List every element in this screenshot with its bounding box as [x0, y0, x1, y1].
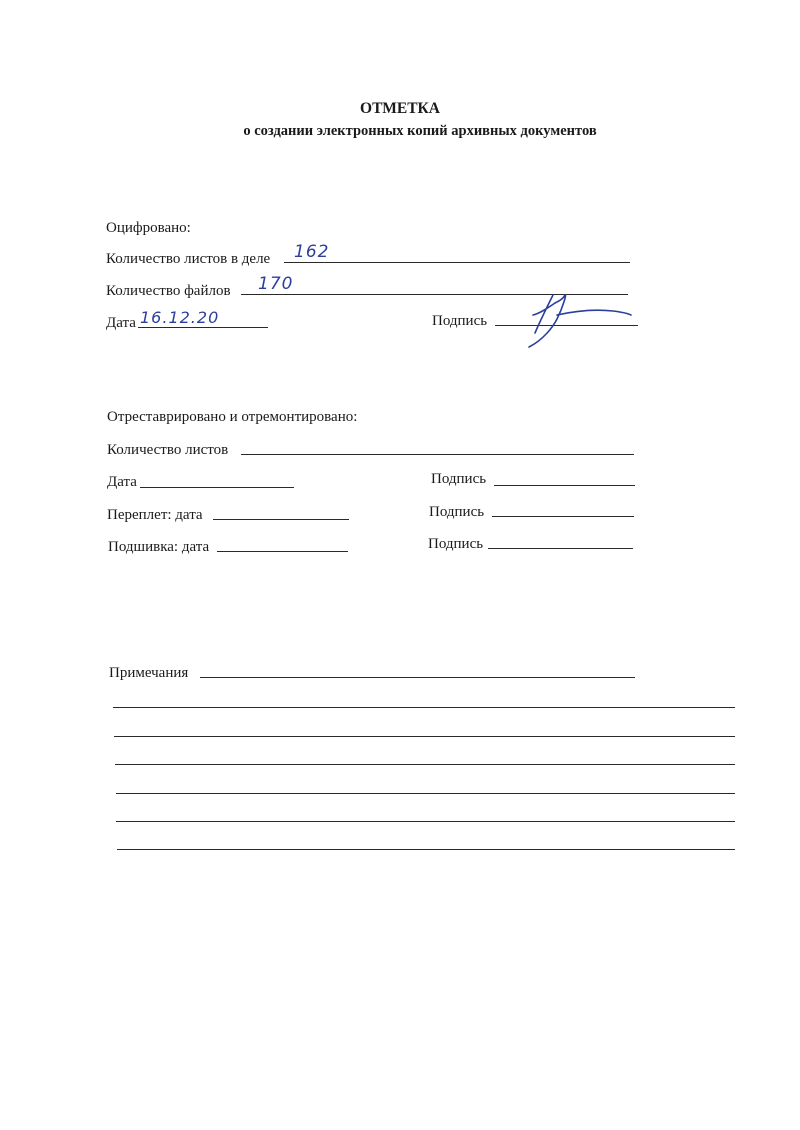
restored-signature-line — [494, 485, 635, 486]
document-title: ОТМЕТКА — [360, 100, 440, 117]
digitized-date-label: Дата — [106, 315, 136, 331]
notes-line-4 — [116, 793, 735, 794]
restored-date-label: Дата — [107, 474, 137, 490]
notes-label: Примечания — [109, 665, 189, 681]
notes-line-0 — [200, 677, 635, 678]
digitized-sheets-value: 162 — [294, 242, 330, 262]
binding-signature-label: Подпись — [429, 504, 485, 520]
restored-heading: Отреставрировано и отремонтировано: — [107, 409, 358, 425]
binding-date-label: Переплет: дата — [107, 507, 203, 523]
restored-signature-label: Подпись — [431, 471, 487, 487]
handwritten-signature-icon — [495, 285, 645, 350]
document-subtitle: о создании электронных копий архивных документов — [243, 123, 597, 139]
notes-line-6 — [117, 849, 735, 850]
digitized-files-value: 170 — [258, 274, 294, 294]
digitized-date-line — [138, 327, 268, 328]
binding-signature-line — [492, 516, 634, 517]
notes-line-1 — [113, 707, 735, 708]
digitized-heading: Оцифровано: — [106, 220, 191, 236]
stitching-date-line — [217, 551, 348, 552]
binding-date-line — [213, 519, 349, 520]
digitized-files-label: Количество файлов — [106, 283, 231, 299]
stitching-signature-label: Подпись — [428, 536, 484, 552]
notes-line-2 — [114, 736, 735, 737]
restored-sheets-line — [241, 454, 634, 455]
restored-sheets-label: Количество листов — [107, 442, 229, 458]
notes-line-5 — [116, 821, 735, 822]
digitized-sheets-line — [284, 262, 630, 263]
stitching-signature-line — [488, 548, 633, 549]
digitized-sheets-label: Количество листов в деле — [106, 251, 271, 267]
notes-line-3 — [115, 764, 735, 765]
stitching-date-label: Подшивка: дата — [108, 539, 210, 555]
restored-date-line — [140, 487, 294, 488]
digitized-signature-label: Подпись — [432, 313, 488, 329]
digitized-date-value: 16.12.20 — [140, 308, 220, 327]
